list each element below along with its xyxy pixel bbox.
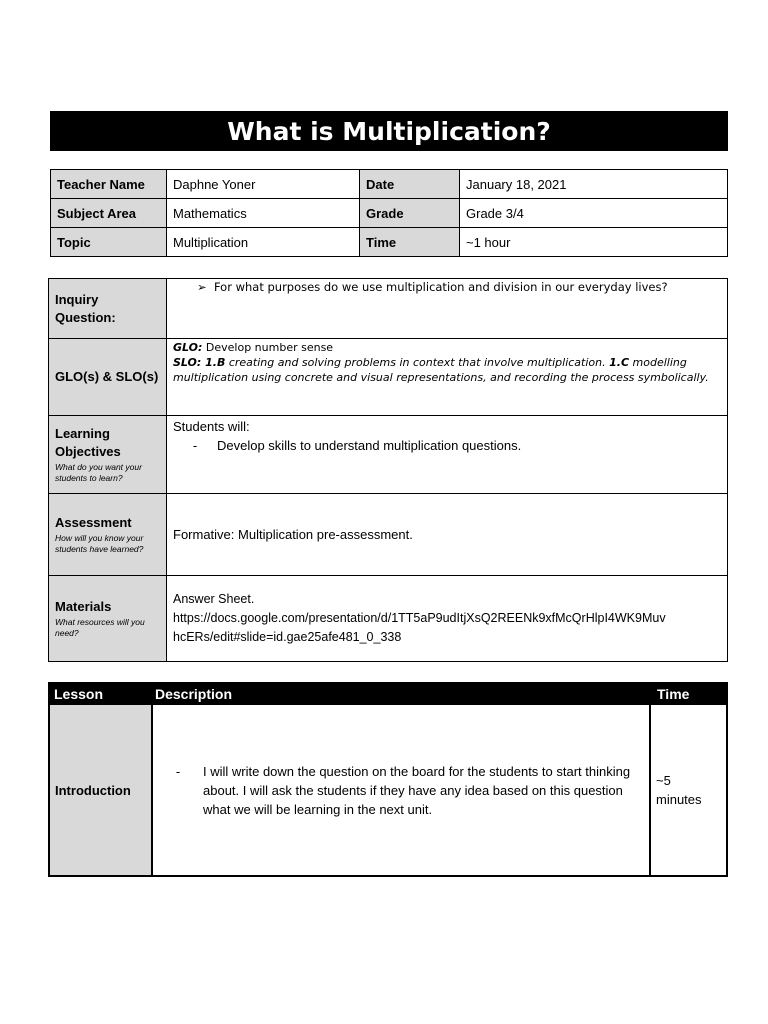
- materials-link-line-2[interactable]: hcERs/edit#slide=id.gae25afe481_0_338: [173, 630, 402, 644]
- glo-row: [49, 339, 728, 416]
- inquiry-label-line1: Inquiry: [55, 291, 99, 307]
- time-value: ~1 hour: [460, 228, 728, 257]
- materials-row: [49, 576, 728, 662]
- date-label: Date: [360, 170, 460, 199]
- plan-table: [48, 278, 728, 662]
- inquiry-question-text: For what purposes do we use multiplication and division in our everyday lives?: [213, 280, 668, 294]
- lesson-col-header: Lesson: [54, 686, 104, 702]
- lesson-row-label: Introduction: [49, 705, 152, 876]
- teacher-value: Daphne Yoner: [167, 170, 360, 199]
- glo-value: [167, 339, 728, 416]
- teacher-label: Teacher Name: [51, 170, 167, 199]
- info-row: [51, 170, 728, 199]
- assessment-label-sub: How will you know your students have learned?: [55, 533, 144, 554]
- lesson-row-description: [152, 705, 650, 876]
- materials-label-text: Materials: [55, 599, 112, 614]
- assessment-label-text: Assessment: [55, 515, 132, 530]
- objectives-bullet-text: Develop skills to understand multiplication questions.: [217, 438, 522, 453]
- subject-label: Subject Area: [51, 199, 167, 228]
- arrow-bullet-icon: ➢: [197, 280, 207, 294]
- slo-text-2: modelling multiplication using concrete and visual representations, and recording the process symbolically.: [173, 356, 709, 384]
- inquiry-value: [167, 279, 728, 339]
- grade-value: Grade 3/4: [460, 199, 728, 228]
- objectives-row: [49, 416, 728, 494]
- inquiry-label-line2: Question:: [55, 309, 116, 325]
- topic-label: Topic: [51, 228, 167, 257]
- inquiry-row: [49, 279, 728, 339]
- materials-link-line-1[interactable]: https://docs.google.com/presentation/d/1TT5aP9udItjXsQ2REENk9xfMcQrHlpI4WK9Muv: [173, 611, 666, 625]
- page-title: What is Multiplication?: [50, 111, 728, 151]
- lesson-header: [48, 682, 728, 705]
- date-value: January 18, 2021: [460, 170, 728, 199]
- description-col-header: Description: [155, 686, 233, 702]
- slo-line: [173, 355, 727, 385]
- objectives-label-line2: Objectives: [55, 444, 121, 459]
- objectives-intro: Students will:: [173, 419, 250, 434]
- lesson-time-line2: minutes: [656, 792, 702, 807]
- assessment-label: [49, 494, 167, 576]
- topic-value: Multiplication: [167, 228, 360, 257]
- glo-line: [173, 340, 727, 355]
- lesson-row: [49, 705, 727, 876]
- dash-bullet-icon: -: [175, 763, 181, 779]
- time-col-header: Time: [657, 686, 690, 702]
- materials-label-sub: What resources will you need?: [55, 617, 145, 638]
- lesson-time-line1: ~5: [656, 773, 671, 788]
- glo-prefix: GLO:: [173, 341, 203, 354]
- grade-label: Grade: [360, 199, 460, 228]
- materials-label: [49, 576, 167, 662]
- lesson-bullet: [153, 762, 641, 819]
- assessment-value: Formative: Multiplication pre-assessment.: [167, 494, 728, 576]
- materials-line-1: Answer Sheet.: [173, 592, 255, 606]
- assessment-row: [49, 494, 728, 576]
- materials-value: [167, 576, 728, 662]
- subject-value: Mathematics: [167, 199, 360, 228]
- objectives-label-sub: What do you want your students to learn?: [55, 462, 142, 483]
- inquiry-label: [49, 279, 167, 339]
- objectives-value: [167, 416, 728, 494]
- objectives-label-line1: Learning: [55, 426, 110, 441]
- slo-text-1: creating and solving problems in context that involve multiplication.: [225, 356, 610, 369]
- slo-prefix: SLO: 1.B: [173, 356, 226, 369]
- info-row: [51, 199, 728, 228]
- info-row: [51, 228, 728, 257]
- objectives-bullet: [173, 438, 727, 453]
- time-label: Time: [360, 228, 460, 257]
- lesson-bullet-text: I will write down the question on the board for the students to start thinking about. I will ask the students if they have any idea based on this question what we will be learning in the next unit.: [203, 763, 631, 817]
- dash-bullet-icon: -: [192, 438, 198, 453]
- info-table: [50, 169, 728, 257]
- glo-label-text: GLO(s) & SLO(s): [55, 369, 159, 384]
- glo-label: [49, 339, 167, 416]
- lesson-row-time: [650, 705, 727, 876]
- inquiry-question: [173, 280, 727, 294]
- objectives-label: [49, 416, 167, 494]
- glo-text: Develop number sense: [202, 341, 334, 354]
- lesson-table: [48, 705, 728, 877]
- slo-code-2: 1.C: [609, 356, 630, 369]
